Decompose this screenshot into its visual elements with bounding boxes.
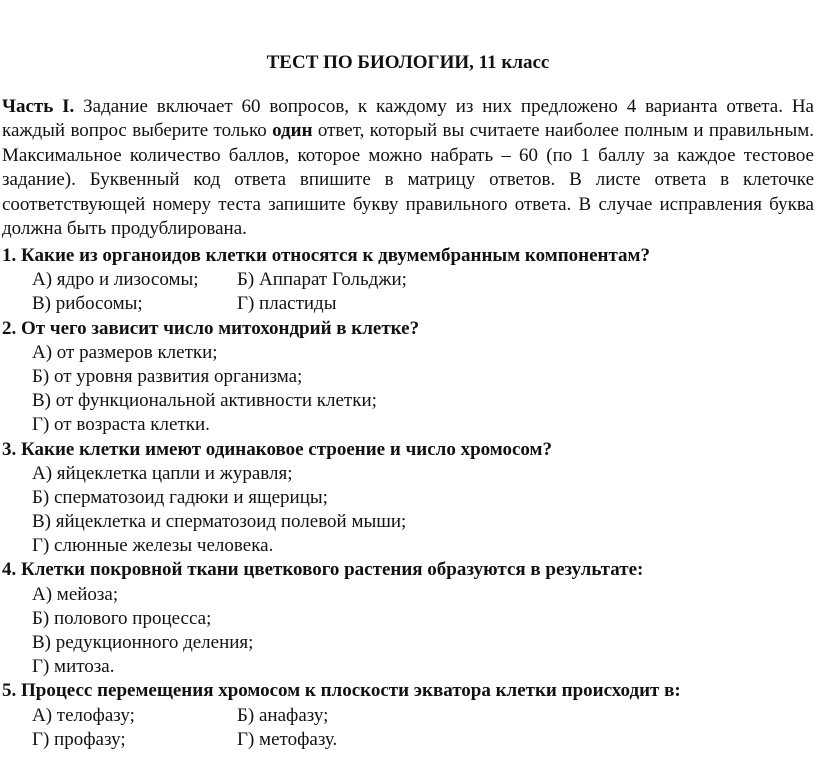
question-3-option-a: А) яйцеклетка цапли и журавля; <box>32 462 293 484</box>
question-2-option-a: А) от размеров клетки; <box>32 341 218 363</box>
document-title: ТЕСТ ПО БИОЛОГИИ, 11 класс <box>266 52 550 73</box>
question-3-option-d: Г) слюнные железы человека. <box>32 535 274 557</box>
question-5: 5. Процесс перемещения хромосом к плоскости экватора клетки происходит в: <box>2 680 681 702</box>
question-5-option-d: Г) метофазу. <box>237 728 338 750</box>
question-1-option-b: Б) Аппарат Гольджи; <box>237 269 407 291</box>
question-4: 4. Клетки покровной ткани цветкового растения образуются в результате: <box>2 559 644 581</box>
question-3-option-b: Б) сперматозоид гадюки и ящерицы; <box>32 486 328 508</box>
question-4-option-c: В) редукционного деления; <box>32 632 254 653</box>
question-3-option-c: В) яйцеклетка и сперматозоид полевой мыши; <box>32 511 407 533</box>
question-2-option-b: Б) от уровня развития организма; <box>32 365 303 387</box>
question-5-option-c: Г) профазу; <box>32 728 126 750</box>
question-2-option-d: Г) от возраста клетки. <box>32 414 210 436</box>
question-1-option-d: Г) пластиды <box>237 293 337 315</box>
questions-list <box>2 244 814 752</box>
question-1-options-row-2 <box>2 292 814 316</box>
question-5-option-b: Б) анафазу; <box>237 704 329 726</box>
question-5-option-a: А) телофазу; <box>32 704 135 726</box>
question-1-options-row-1 <box>2 268 814 292</box>
question-2: 2. От чего зависит число митохондрий в клетке? <box>2 317 420 339</box>
instructions-text-2: ответ, который вы считаете наиболее полным и правильным. Максимальное количество баллов, которое можно набрать – 60 (по 1 баллу за каждое тестовое задание). Буквенный код ответа впишите в матрицу ответов. В листе ответа в клеточке соответствующей номеру теста запишите букву правильного ответа. В случае исправления буква должна быть продублирована. <box>2 120 814 240</box>
part-label: Часть I. <box>2 96 75 117</box>
question-3: 3. Какие клетки имеют одинаковое строение и число хромосом? <box>2 438 552 460</box>
question-4-option-a: А) мейоза; <box>32 583 119 605</box>
question-4-option-d: Г) митоза. <box>32 656 115 678</box>
question-1-option-a: А) ядро и лизосомы; <box>32 269 199 291</box>
instructions-paragraph <box>2 95 814 241</box>
question-1: 1. Какие из органоидов клетки относятся к двумембранным компонентам? <box>2 245 650 266</box>
question-4-option-b: Б) полового процесса; <box>32 607 212 629</box>
question-1-option-c: В) рибосомы; <box>32 293 143 315</box>
question-2-option-c: В) от функциональной активности клетки; <box>32 390 377 412</box>
instructions-text-1: Задание включает 60 вопросов, к каждому из них предложено 4 варианта ответа. На каждый вопрос выберите только <box>2 96 814 142</box>
question-5-options-row-1 <box>2 704 814 728</box>
question-5-options-row-2 <box>2 728 814 752</box>
instructions-emphasis: один <box>272 120 313 142</box>
